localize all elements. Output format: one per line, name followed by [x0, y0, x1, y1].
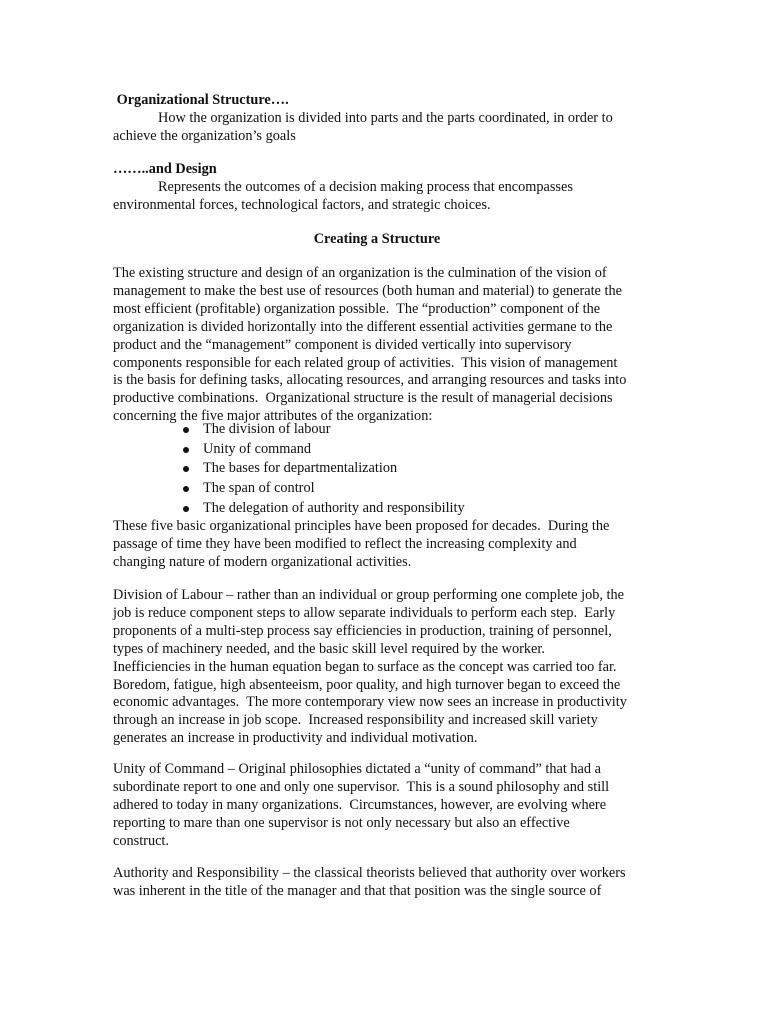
section-and-design [113, 161, 641, 215]
bullet-icon [183, 506, 189, 512]
text-line: was inherent in the title of the manager and that that position was the single source of [113, 882, 602, 899]
text-line: productive combinations. Organizational structure is the result of managerial decisions [113, 390, 613, 407]
text-line: changing nature of modern organizational activities. [113, 553, 412, 570]
text-line: construct. [113, 832, 169, 849]
text-line: adhered to today in many organizations. Circumstances, however, are evolving where [113, 796, 607, 813]
list-item: The span of control [113, 479, 641, 499]
text-line: product and the “management” component is divided vertically into supervisory [113, 336, 572, 353]
text-line: Unity of Command – Original philosophies dictated a “unity of command” that had a [113, 761, 601, 777]
bullet-icon [183, 427, 189, 433]
section-organizational-structure [113, 92, 641, 146]
text-line: passage of time they have been modified to reflect the increasing complexity and [113, 535, 577, 552]
section-heading: ……..and Design [113, 161, 217, 177]
text-line: concerning the five major attributes of the organization: [113, 408, 433, 425]
text-line: types of machinery needed, and the basic skill level required by the worker. [113, 640, 545, 657]
text-line: through an increase in job scope. Increased responsibility and increased skill variety [113, 712, 598, 729]
list-item: The division of labour [113, 420, 641, 440]
authority-responsibility-paragraph [113, 865, 641, 901]
bullet-icon [183, 447, 189, 453]
division-of-labour-paragraph [113, 587, 641, 748]
list-item: Unity of command [113, 440, 641, 460]
text-line: Represents the outcomes of a decision making process that encompasses [158, 178, 573, 195]
text-line: Inefficiencies in the human equation began to surface as the concept was carried too far. [113, 658, 617, 675]
text-line: generates an increase in productivity and individual motivation. [113, 730, 478, 747]
bullet-icon [183, 466, 189, 472]
intro-paragraph [113, 265, 641, 426]
text-line: Authority and Responsibility – the classical theorists believed that authority over workers [113, 865, 626, 881]
section-heading: Organizational Structure…. [113, 92, 289, 108]
text-line: components responsible for each related group of activities. This vision of management [113, 354, 618, 371]
text-line: Boredom, fatigue, high absenteeism, poor quality, and high turnover began to exceed the [113, 676, 621, 693]
text-line: The existing structure and design of an organization is the culmination of the vision of [113, 265, 607, 281]
text-line: job is reduce component steps to allow separate individuals to perform each step. Early [113, 604, 616, 621]
text-line: organization is divided horizontally into the different essential activities germane to the [113, 318, 613, 335]
text-line: reporting to mare than one supervisor is not only necessary but also an effective [113, 814, 570, 831]
text-line: proponents of a multi-step process say efficiencies in production, training of personnel, [113, 622, 612, 639]
text-line: environmental forces, technological factors, and strategic choices. [113, 196, 491, 213]
text-line: How the organization is divided into parts and the parts coordinated, in order to [158, 109, 613, 126]
text-line: economic advantages. The more contemporary view now sees an increase in productivity [113, 694, 627, 711]
text-line: subordinate report to one and only one supervisor. This is a sound philosophy and still [113, 778, 610, 795]
list-item: The bases for departmentalization [113, 459, 641, 479]
unity-of-command-paragraph [113, 761, 641, 851]
list-item: The delegation of authority and responsibility [113, 499, 641, 519]
text-line: is the basis for defining tasks, allocating resources, and arranging resources and tasks into [113, 372, 627, 389]
principles-paragraph [113, 518, 641, 572]
bullet-icon [183, 486, 189, 492]
text-line: Division of Labour – rather than an individual or group performing one complete job, the [113, 587, 624, 603]
text-line: achieve the organization’s goals [113, 127, 296, 144]
text-line: management to make the best use of resources (both human and material) to generate the [113, 282, 622, 299]
text-line: These five basic organizational principles have been proposed for decades. During the [113, 518, 610, 534]
creating-structure-title: Creating a Structure [313, 231, 441, 247]
attributes-list [113, 420, 641, 518]
text-line: most efficient (profitable) organization possible. The “production” component of the [113, 300, 601, 317]
